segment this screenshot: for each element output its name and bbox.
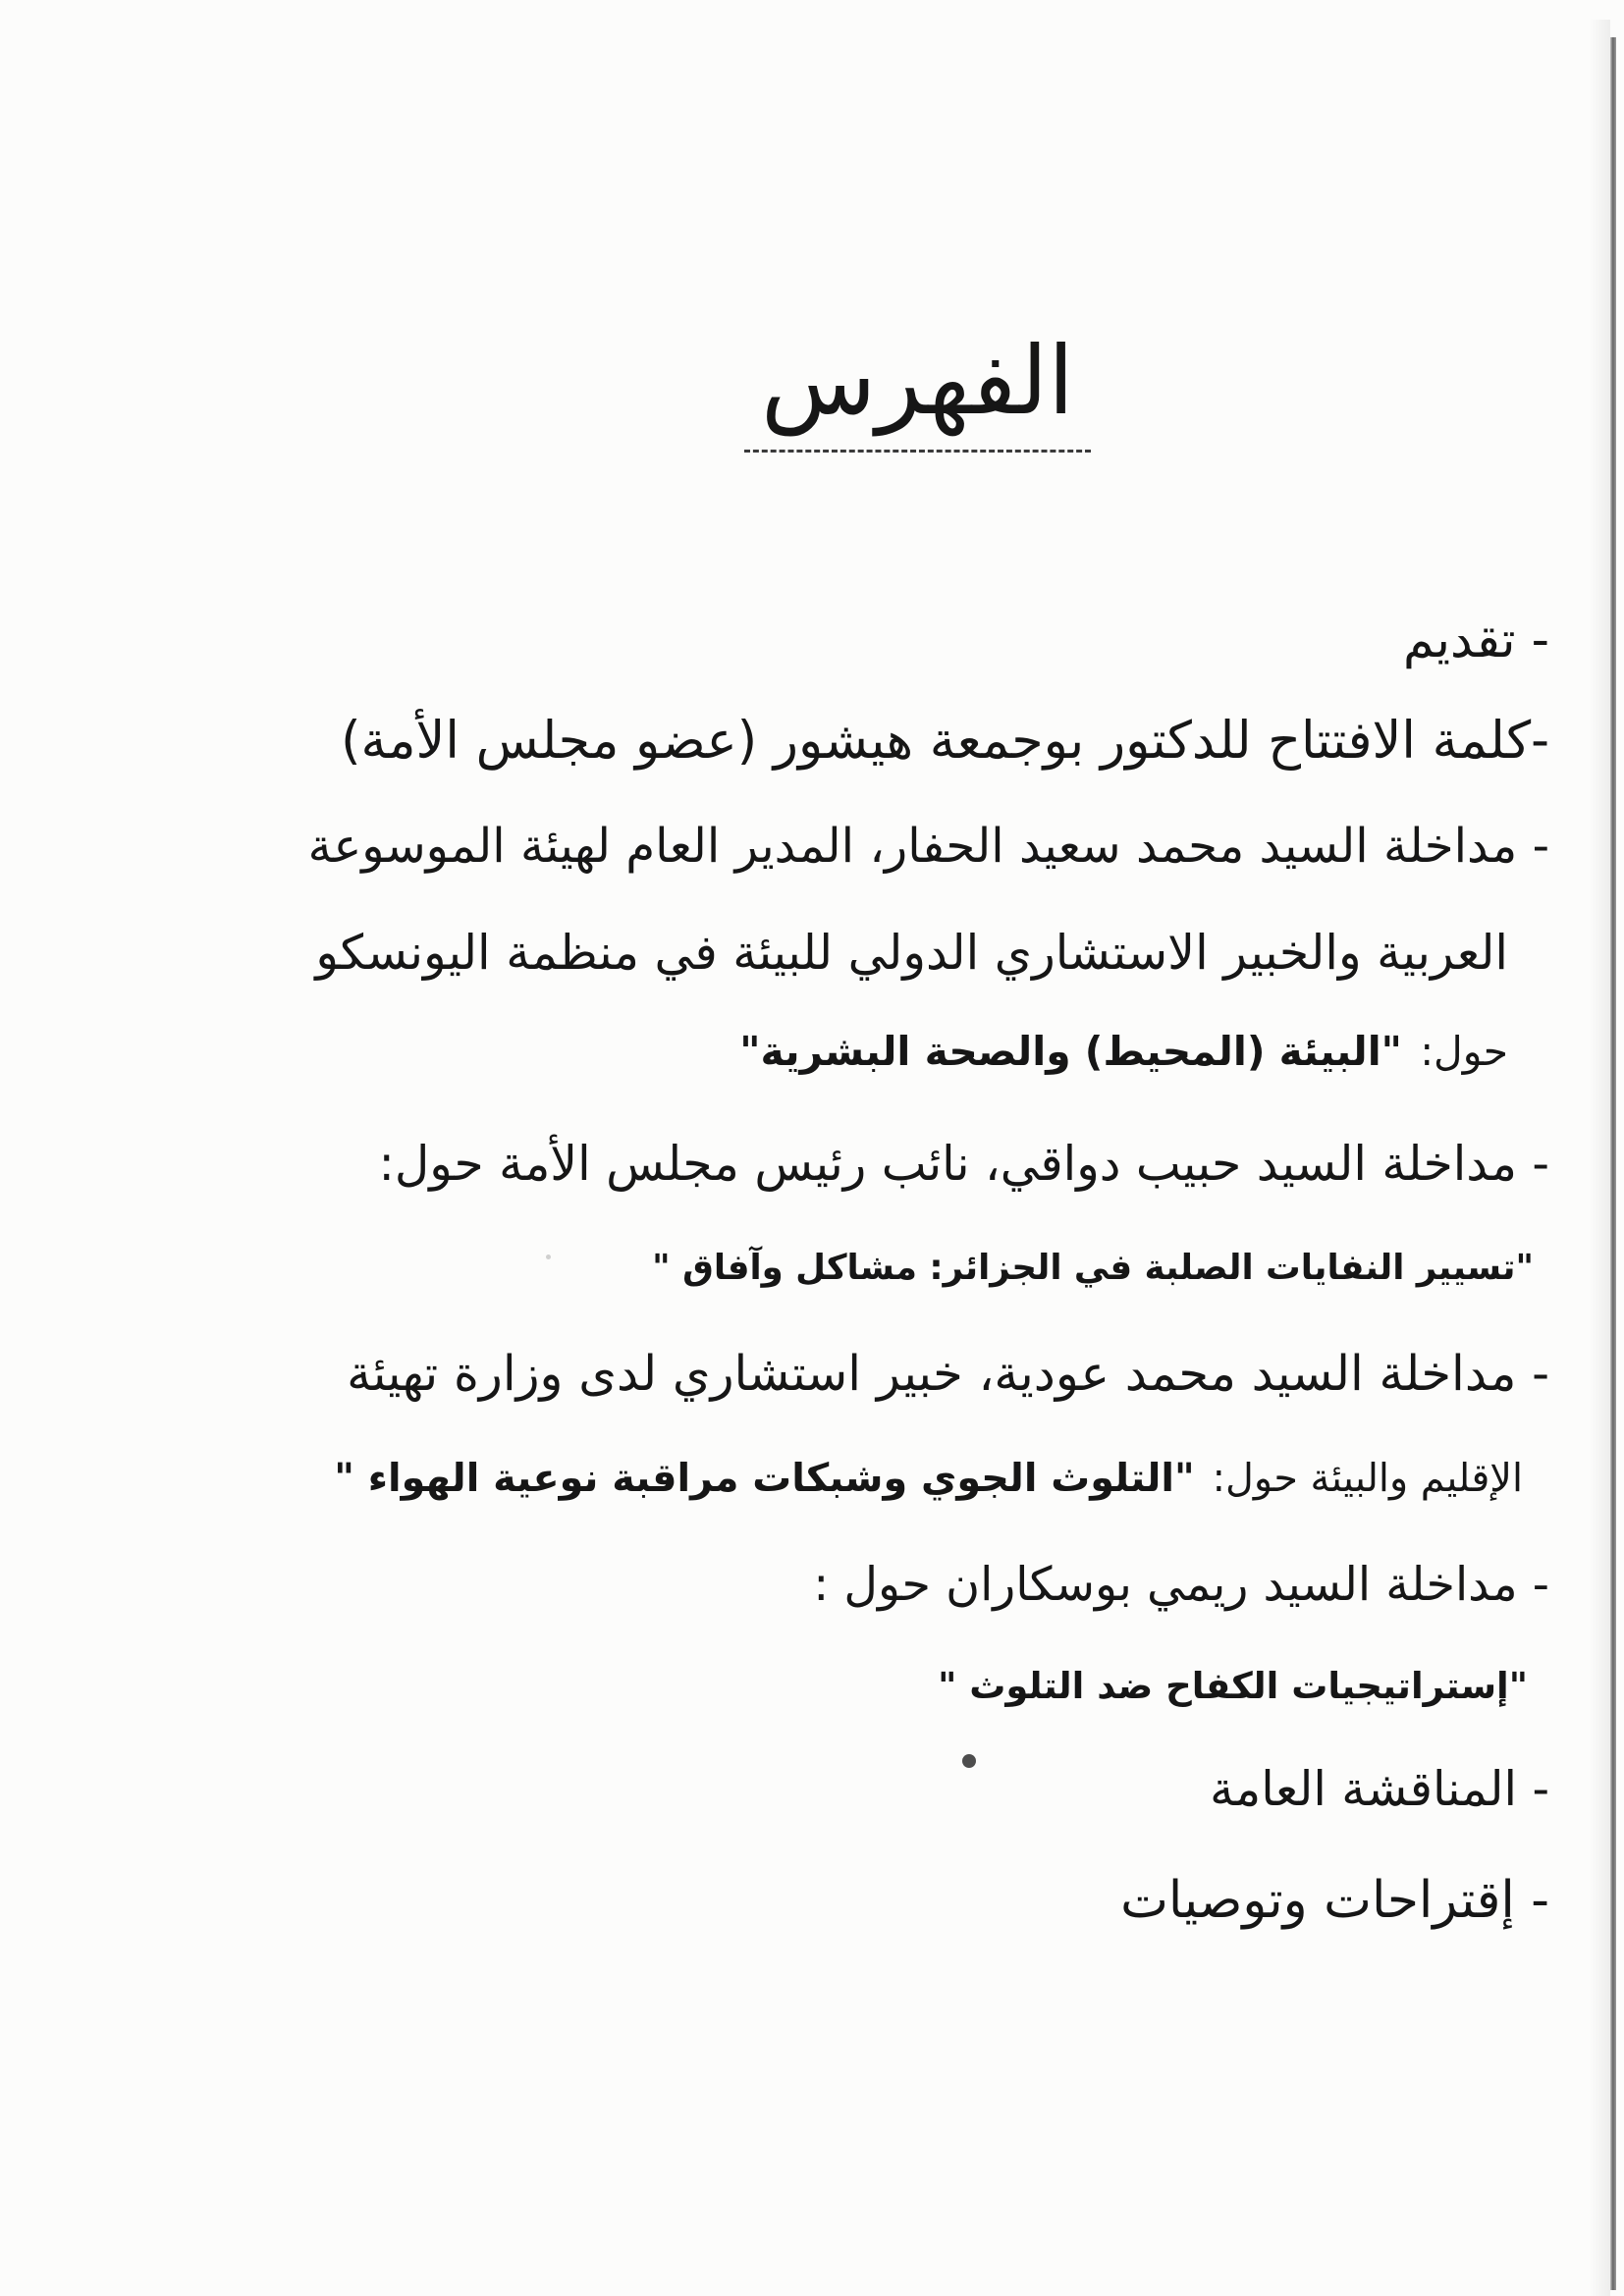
scan-edge-shadow [1589, 20, 1610, 2296]
toc-entry-opening-speech [341, 707, 1549, 775]
scan-speck [546, 1255, 551, 1259]
scan-edge-line [1610, 37, 1616, 2290]
toc-entry-text: - إقتراحات وتوصيات [1120, 1871, 1549, 1930]
toc-entry-general-discussion [1210, 1755, 1549, 1824]
toc-entry-topic: "التلوث الجوي وشبكات مراقبة نوعية الهواء " [334, 1456, 1195, 1501]
toc-entry-boscaran-topic [938, 1652, 1528, 1721]
page-title: الفهرس [761, 326, 1074, 436]
toc-entry-text: الإقليم والبيئة حول: [1212, 1456, 1523, 1501]
toc-entry-douaki [378, 1130, 1549, 1199]
toc-entry-text: - المناقشة العامة [1210, 1762, 1549, 1817]
toc-entry-wrapper [334, 1444, 1523, 1513]
toc-entry-topic: "إستراتيجيات الكفاح ضد التلوث " [938, 1665, 1528, 1707]
toc-entry-introduction [1403, 606, 1549, 674]
toc-entry-text: - مداخلة السيد ريمي بوسكاران حول : [813, 1558, 1549, 1612]
toc-entry-text: - مداخلة السيد محمد عودية، خبير استشاري لدى وزارة تهيئة [347, 1345, 1549, 1402]
toc-entry-text: حول: [1420, 1028, 1508, 1075]
toc-entry-hafar-continued [315, 919, 1508, 988]
toc-entry-aoudia [347, 1339, 1549, 1408]
toc-entry-boscaran [813, 1551, 1549, 1620]
toc-entry-aoudia-topic [334, 1444, 1523, 1513]
ink-dot [962, 1754, 976, 1768]
toc-entry-text: - مداخلة السيد حبيب دواقي، نائب رئيس مجلس الأمة حول: [378, 1137, 1549, 1192]
toc-entry-hafar [307, 812, 1549, 881]
title-underline [744, 450, 1091, 453]
toc-entry-douaki-topic [652, 1234, 1534, 1303]
toc-entry-text: العربية والخبير الاستشاري الدولي للبيئة في منظمة اليونسكو [315, 925, 1508, 981]
toc-entry-wrapper [739, 1017, 1508, 1086]
toc-entry-text: - مداخلة السيد محمد سعيد الحفار، المدير العام لهيئة الموسوعة [307, 819, 1549, 874]
toc-entry-topic: "البيئة (المحيط) والصحة البشرية" [739, 1028, 1402, 1075]
toc-entry-hafar-topic [739, 1017, 1508, 1086]
toc-entry-text: -كلمة الافتتاح للدكتور بوجمعة هيشور (عضو مجلس الأمة) [341, 711, 1549, 771]
toc-entry-topic: "تسيير النفايات الصلبة في الجزائر: مشاكل وآفاق " [652, 1248, 1534, 1288]
toc-entry-recommendations [1120, 1866, 1549, 1935]
toc-entry-text: - تقديم [1403, 611, 1549, 668]
